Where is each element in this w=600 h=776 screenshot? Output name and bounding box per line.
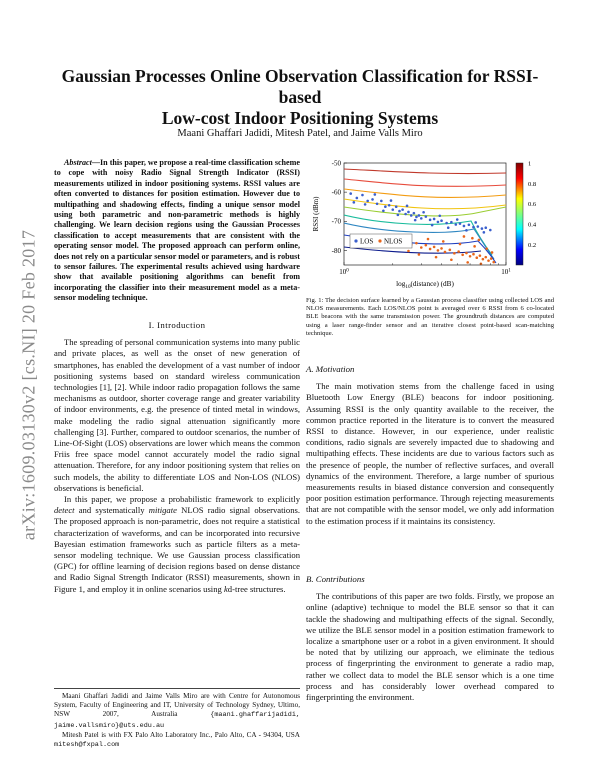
legend-los-marker <box>354 239 357 242</box>
los-point <box>406 205 409 208</box>
colorbar-tick-label: 0.6 <box>528 201 537 209</box>
nlos-point <box>437 249 440 252</box>
los-point <box>422 211 425 214</box>
los-point <box>388 204 391 207</box>
x-tick-label: $10^0$ <box>339 268 349 276</box>
nlos-point <box>484 256 487 259</box>
nlos-point <box>418 253 421 256</box>
los-point <box>414 219 417 222</box>
footnote-affiliation-2: Mitesh Patel is with FX Palo Alto Laboratory Inc., Palo Alto, CA - 94304, USA mitesh@fxpal.com <box>54 730 300 750</box>
footnote-affiliation-1: Maani Ghaffari Jadidi and Jaime Valls Miro are with Centre for Autonomous System, Faculty of Engineering and IT, University of Technology Sydney, Ultimo, NSW 2007, Australia {maani.ghaffarijadidi, jaime.vallsmiro}@uts.edu.au <box>54 692 300 730</box>
colorbar-tick-label: 1 <box>528 160 532 168</box>
los-point <box>380 200 383 203</box>
los-point <box>353 201 356 204</box>
chart-legend <box>350 234 412 248</box>
nlos-point <box>457 250 460 253</box>
x-axis-label: $\log_{10}(distance)$ (dB) <box>396 280 454 290</box>
contributions-section <box>306 574 554 703</box>
nlos-point <box>465 252 468 255</box>
nlos-point <box>444 251 447 254</box>
los-point <box>382 209 385 212</box>
los-point <box>429 219 432 222</box>
title-line-2: Low-cost Indoor Positioning Systems <box>161 108 439 128</box>
nlos-point <box>415 242 418 245</box>
los-point <box>418 214 421 217</box>
nlos-point <box>475 256 478 259</box>
los-point <box>455 223 458 226</box>
los-point <box>371 198 374 201</box>
nlos-point <box>429 248 432 251</box>
los-point <box>420 217 423 220</box>
nlos-point <box>440 247 443 250</box>
nlos-point <box>491 251 494 254</box>
nlos-point <box>482 258 485 261</box>
los-point <box>477 225 480 228</box>
nlos-point <box>479 254 482 257</box>
los-point <box>431 224 434 227</box>
abstract-label: Abstract <box>64 158 92 167</box>
los-point <box>356 197 359 200</box>
nlos-point <box>435 256 438 259</box>
intro-paragraph-1: The spreading of personal communication systems into many public and private places, as well as the onset of new generation of smartphones, has enabled the development of a vast number of indoor positioning systems based on standard wireless communication technologies [1], [2]. While indoor radio propagation follows the same mechanisms as outdoor, shorter coverage range and greater variability of indoor environments, e.g. the presence of tinted metal in windows, make modeling the radio signal attenuation significantly more challenging [3]. Further, compared to outdoor scenarios, the number of Line-Of-Sight (LOS) observations are lower which means the common Friis free space model cannot accurately model the radio signal attenuation. Therefore, for any indoor positioning system that relies on such models, the ability to differentiate LOS and Non-LOS (NLOS) observations is beneficial. <box>54 337 300 493</box>
nlos-point <box>463 235 466 238</box>
nlos-point <box>469 255 472 258</box>
paper-title <box>60 66 540 129</box>
los-point <box>468 223 471 226</box>
los-point <box>390 199 393 202</box>
y-tick-label: -80 <box>331 246 341 255</box>
los-point <box>397 214 400 217</box>
los-point <box>433 218 436 221</box>
los-point <box>413 212 416 215</box>
arxiv-identifier <box>14 205 44 565</box>
y-axis-label: RSSI (dBm) <box>312 196 320 232</box>
introduction-heading: I. Introduction <box>148 320 206 330</box>
motivation-heading: A. Motivation <box>306 364 355 374</box>
y-tick-label: -50 <box>331 159 341 168</box>
nlos-point <box>407 250 410 253</box>
nlos-point <box>472 253 475 256</box>
author-list: Maani Ghaffari Jadidi, Mitesh Patel, and Jaime Valls Miro <box>177 128 423 139</box>
los-point <box>395 205 398 208</box>
nlos-point <box>461 254 464 257</box>
colorbar <box>516 163 523 265</box>
motivation-paragraph: The main motivation stems from the challenge faced in using Bluetooth Low Energy (BLE) beacons for indoor positioning. Assuming RSSI is the only quantity available to the receiver, the common practice reported in the literature is to convert the measured RSSI to distance. However, in our experience, under realistic conditions, radio signals are severely impacted due to shadowing and multipathing effects. These incidents are due to various factors such as the presence of people, the number of reflective surfaces, and overall dynamics of the environment. Therefore, a large number of spurious measurements results in biased distance conversion and consequently poor position estimation performance. Through rejecting measurements that are not compatible with the sensor model, we only add information to the estimation process if it maintains its consistency. <box>306 381 554 526</box>
nlos-point <box>487 259 490 262</box>
los-point <box>404 213 407 216</box>
nlos-point <box>466 261 469 264</box>
los-point <box>438 214 441 217</box>
footnote-email-2: mitesh@fxpal.com <box>54 741 120 750</box>
los-point <box>391 208 394 211</box>
nlos-point <box>433 246 436 249</box>
los-point <box>425 215 428 218</box>
nlos-point <box>473 245 476 248</box>
title-line-1: Gaussian Processes Online Observation Classification for RSSI-based <box>61 66 539 107</box>
los-point <box>364 203 367 206</box>
nlos-point <box>490 257 493 260</box>
colorbar-ticks <box>528 160 537 249</box>
introduction-section <box>54 320 300 595</box>
figure-1-chart <box>306 155 554 293</box>
los-point <box>456 218 459 221</box>
nlos-point <box>449 249 452 252</box>
los-point <box>484 226 487 229</box>
los-point <box>489 229 492 232</box>
los-point <box>376 203 379 206</box>
nlos-point <box>425 244 428 247</box>
los-point <box>463 225 466 228</box>
nlos-point <box>427 238 430 241</box>
los-point <box>366 200 369 203</box>
los-point <box>445 222 448 225</box>
legend-nlos-marker <box>378 239 381 242</box>
los-point <box>415 216 418 219</box>
los-point <box>398 210 401 213</box>
nlos-point <box>459 243 462 246</box>
arxiv-id-text: arXiv:1609.03130v2 [cs.NI] 20 Feb 2017 <box>18 229 39 541</box>
los-point <box>349 192 352 195</box>
los-point <box>472 226 475 229</box>
los-point <box>474 221 477 224</box>
colorbar-tick-label: 0.2 <box>528 242 537 249</box>
footnote <box>54 688 300 750</box>
los-point <box>450 221 453 224</box>
los-point <box>384 205 387 208</box>
los-point <box>407 211 410 214</box>
intro-paragraph-2: In this paper, we propose a probabilistic framework to explicitly detect and systematically mitigate NLOS radio signal observations. The proposed approach is non-parametric, does not require a statistical characterization of waveforms, and can be incorporated into recursive Bayesian estimation frameworks such as particle filters as a meta-sensor modeling technique. We use Gaussian process classification (GPC) for offline learning of decision regions based on dense distance and Radio Signal Strength Indicator (RSSI) measurements, shown in Figure 1, and employ it in online scenarios using kd-tree structures. <box>54 494 300 594</box>
los-point <box>481 227 484 230</box>
los-point <box>410 214 413 217</box>
los-point <box>459 222 462 225</box>
contributions-heading: B. Contributions <box>306 574 365 584</box>
los-point <box>374 193 377 196</box>
figure-1-caption: Fig. 1: The decision surface learned by a Gaussian process classifier using collected LOS and NLOS measurements. Each LOS/NLOS point is averaged over 6 RSSI from 6 co-located BLE beacons with the same transmission power. The groundtruth distances are computed using a laser range-finder sensor and an iterative closest point-based scan-matching technique. <box>306 297 554 337</box>
footnote-emails-1: {maani.ghaffarijadidi, jaime.vallsmiro}@uts.edu.au <box>54 711 300 730</box>
motivation-section <box>306 364 554 527</box>
x-tick-label: $10^1$ <box>501 268 511 276</box>
los-point <box>361 194 364 197</box>
los-point <box>401 208 404 211</box>
abstract-text: In this paper, we propose a real-time classification scheme to cope with noisy Radio Signal Strength Indicator (RSSI) measurements utilized in indoor positioning systems. RSSI values are often converted to distances for position estimation. However due to multipathing and shadowing effects, finding a unique sensor model using both parametric and non-parametric methods is highly challenging. We learn decision regions using the Gaussian Processes classification to accept measurements that are consistent with the operating sensor model. The proposed approach can perform online, does not rely on a particular sensor model or parameters, and is robust to sensor failures. The experimental results achieved using hardware show that available positioning algorithms can benefit from incorporating the classifier into their measurement model as a meta-sensor modeling technique. <box>54 158 300 303</box>
nlos-point <box>420 246 423 249</box>
nlos-point <box>453 252 456 255</box>
nlos-point <box>442 240 445 243</box>
legend-nlos-label: NLOS <box>384 237 403 246</box>
colorbar-tick-label: 0.4 <box>528 221 537 229</box>
nlos-point <box>471 237 474 240</box>
contributions-paragraph: The contributions of this paper are two folds. Firstly, we propose an online (adaptive) technique to model the BLE sensor so that it can tackle the shadowing and multipathing effects of the signal. Secondly, we utilize the BLE sensor model in a position estimation framework to localize a smartphone user or a robot in a given environment. It should be noted that by utilizing our approach, we eliminate the tedious process of fingerprinting the environment to generate a radio map, rather we collect data to model the BLE sensor which is a one time process and has considerably lower overhead compared to fingerprinting the environment. <box>306 591 554 703</box>
y-tick-label: -70 <box>331 217 341 226</box>
los-point <box>483 231 486 234</box>
nlos-point <box>478 239 481 242</box>
abstract: Abstract—In this paper, we propose a real-time classification scheme to cope with noisy Radio Signal Strength Indicator (RSSI) measurements utilized in indoor positioning systems. RSSI values are often converted to distances for position estimation. However due to multipathing and shadowing effects, finding a unique sensor model using both parametric and non-parametric methods is highly challenging. We learn decision regions using the Gaussian Processes classification to accept measurements that are consistent with the operating sensor model. The proposed approach can perform online, does not rely on a particular sensor model or parameters, and is robust to sensor failures. The experimental results achieved using hardware show that available positioning algorithms can benefit from incorporating the classifier into their measurement model as a meta-sensor modeling technique. <box>54 158 300 303</box>
los-point <box>437 221 440 224</box>
los-point <box>440 219 443 222</box>
nlos-point <box>492 261 495 264</box>
legend-los-label: LOS <box>360 237 374 246</box>
nlos-point <box>450 258 453 261</box>
colorbar-tick-label: 0.8 <box>528 180 537 188</box>
y-tick-label: -60 <box>331 188 341 197</box>
los-point <box>465 229 468 232</box>
nlos-point <box>485 247 488 250</box>
los-point <box>447 226 450 229</box>
